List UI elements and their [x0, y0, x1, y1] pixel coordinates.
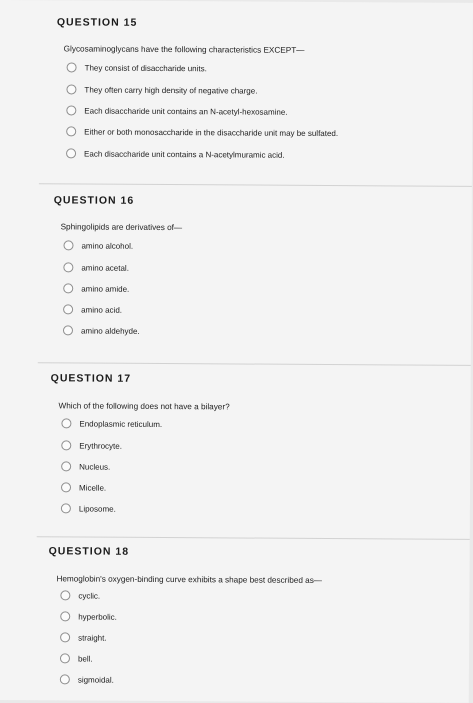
question-16-option-d[interactable]	[63, 304, 122, 314]
radio-button[interactable]	[61, 440, 71, 450]
question-17-title: QUESTION 17	[50, 372, 132, 385]
question-16-option-b[interactable]	[63, 262, 129, 272]
radio-button[interactable]	[61, 418, 71, 428]
question-divider	[39, 183, 472, 187]
question-17-option-c[interactable]	[61, 461, 110, 471]
question-15-option-b[interactable]	[66, 84, 257, 95]
radio-button[interactable]	[61, 503, 71, 513]
option-label: Each disaccharide unit contains a N-acetylmuramic acid.	[84, 149, 285, 160]
radio-button[interactable]	[63, 262, 73, 272]
radio-button[interactable]	[66, 126, 76, 136]
radio-button[interactable]	[63, 325, 73, 335]
question-17-option-d[interactable]	[61, 482, 106, 492]
question-15-option-d[interactable]	[66, 126, 338, 138]
question-divider	[38, 362, 471, 366]
option-label: amino amide.	[81, 284, 130, 294]
question-17-prompt: Which of the following does not have a bilayer?	[58, 401, 230, 412]
radio-button[interactable]	[60, 611, 70, 621]
question-16-option-e[interactable]	[63, 325, 140, 335]
option-label: bell.	[77, 653, 93, 664]
option-label: amino aldehyde.	[80, 326, 140, 336]
radio-button[interactable]	[60, 674, 70, 684]
radio-button[interactable]	[61, 461, 71, 471]
option-label: straight.	[78, 632, 107, 643]
question-18-option-d[interactable]	[60, 653, 93, 663]
radio-button[interactable]	[63, 283, 73, 293]
option-label: They consist of disaccharide units.	[84, 63, 207, 73]
radio-button[interactable]	[60, 632, 70, 642]
option-label: amino acetal.	[81, 263, 129, 273]
question-17-option-a[interactable]	[61, 418, 162, 429]
question-18-option-b[interactable]	[60, 611, 117, 621]
option-label: amino acid.	[81, 305, 123, 315]
question-16-prompt: Sphingolipids are derivatives of—	[60, 222, 183, 233]
radio-button[interactable]	[66, 84, 76, 94]
radio-button[interactable]	[66, 105, 76, 115]
option-label: hyperbolic.	[78, 611, 117, 622]
option-label: Liposome.	[78, 503, 116, 514]
question-18-option-a[interactable]	[60, 590, 100, 600]
question-18-option-c[interactable]	[60, 632, 107, 642]
question-18-option-e[interactable]	[60, 674, 114, 684]
question-18-title: QUESTION 18	[48, 545, 130, 558]
question-divider	[37, 536, 470, 540]
radio-button[interactable]	[63, 240, 73, 250]
radio-button[interactable]	[66, 148, 76, 158]
radio-button[interactable]	[67, 62, 77, 72]
question-18-prompt: Hemoglobin's oxygen-binding curve exhibits a shape best described as—	[56, 574, 323, 585]
radio-button[interactable]	[60, 590, 70, 600]
option-label: They often carry high density of negative charge.	[84, 85, 258, 96]
option-label: Nucleus.	[79, 461, 111, 472]
option-label: Erythrocyte.	[79, 440, 122, 451]
option-label: Micelle.	[78, 482, 107, 493]
radio-button[interactable]	[61, 482, 71, 492]
option-label: sigmoidal.	[77, 674, 114, 685]
option-label: Either or both monosaccharide in the disaccharide unit may be sulfated.	[84, 127, 339, 138]
question-16-option-a[interactable]	[63, 240, 133, 250]
question-16-title: QUESTION 16	[53, 194, 135, 207]
option-label: cyclic.	[78, 590, 101, 601]
radio-button[interactable]	[60, 653, 70, 663]
radio-button[interactable]	[63, 304, 73, 314]
question-17-option-e[interactable]	[61, 503, 116, 513]
question-16-option-c[interactable]	[63, 283, 129, 293]
question-17-option-b[interactable]	[61, 440, 122, 450]
option-label: Each disaccharide unit contains an N-acetyl-hexosamine.	[84, 106, 288, 117]
option-label: amino alcohol.	[81, 241, 134, 251]
question-15-title: QUESTION 15	[56, 16, 138, 29]
question-15-option-a[interactable]	[67, 62, 207, 73]
question-15-prompt: Glycosaminoglycans have the following characteristics EXCEPT—	[63, 44, 305, 55]
question-15-option-c[interactable]	[66, 105, 287, 116]
question-15-option-e[interactable]	[66, 148, 285, 159]
option-label: Endoplasmic reticulum.	[79, 418, 163, 429]
